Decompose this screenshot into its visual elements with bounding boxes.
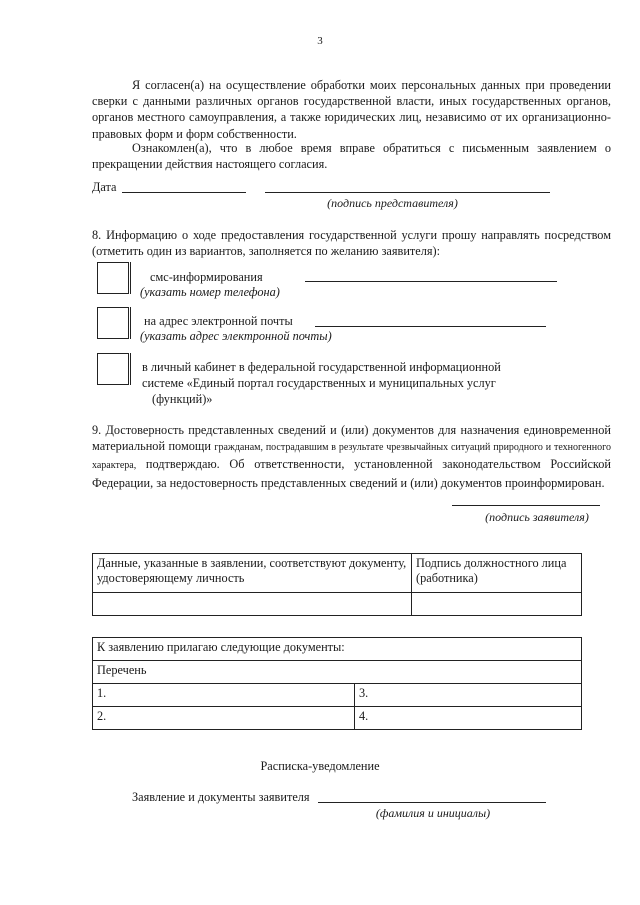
verification-statement: Данные, указанные в заявлении, соответствуют документу, удостоверяющему личность bbox=[93, 554, 412, 593]
phone-number-field[interactable] bbox=[305, 281, 557, 282]
documents-table bbox=[92, 637, 582, 730]
official-signature-cell[interactable] bbox=[412, 593, 582, 616]
email-option-label: на адрес электронной почты bbox=[144, 314, 293, 328]
date-field[interactable] bbox=[122, 192, 246, 193]
receipt-name-field[interactable] bbox=[318, 802, 546, 803]
receipt-caption: (фамилия и инициалы) bbox=[375, 806, 491, 820]
representative-signature-field[interactable] bbox=[265, 192, 550, 193]
sms-checkbox[interactable] bbox=[97, 262, 129, 294]
document-item-1[interactable]: 1. bbox=[93, 684, 355, 707]
document-item-4[interactable]: 4. bbox=[355, 707, 582, 730]
email-checkbox[interactable] bbox=[97, 307, 129, 339]
email-hint: (указать адрес электронной почты) bbox=[140, 329, 332, 343]
sms-option-label: смс-информирования bbox=[150, 270, 263, 284]
email-address-field[interactable] bbox=[315, 326, 546, 327]
receipt-label: Заявление и документы заявителя bbox=[132, 790, 310, 804]
document-item-3[interactable]: 3. bbox=[355, 684, 582, 707]
personal-account-checkbox[interactable] bbox=[97, 353, 129, 385]
representative-signature-caption: (подпись представителя) bbox=[327, 196, 458, 210]
section-9-part-b: гражданам, пострадавшим в результате чрезвычайных ситуаций природного и техногенного характера, bbox=[92, 442, 611, 472]
consent-paragraph: Я согласен(а) на осуществление обработки моих персональных данных при проведении сверки с данными различных органов государственной власти, иных государственных органов, органов местного самоуправления, а также юридических лиц, независимо от их организационно-правовых форм и форм собственности. bbox=[92, 78, 611, 141]
section-9-part-c: подтверждаю. Об ответственности, установленной законодательством Российской Федерации, за недостоверность представленных сведений и (или) документов проинформирован. bbox=[92, 457, 611, 490]
applicant-signature-caption: (подпись заявителя) bbox=[485, 510, 589, 524]
personal-account-label-line1: в личный кабинет в федеральной государственной информационной bbox=[142, 360, 501, 374]
document-item-2[interactable]: 2. bbox=[93, 707, 355, 730]
personal-account-label-line2: системе «Единый портал государственных и муниципальных услуг bbox=[142, 376, 496, 390]
personal-account-label-line3: (функций)» bbox=[152, 392, 213, 406]
official-signature-label: Подпись должностного лица (работника) bbox=[412, 554, 582, 593]
section-9-text bbox=[92, 422, 611, 491]
verification-table bbox=[92, 553, 582, 616]
phone-hint: (указать номер телефона) bbox=[140, 285, 280, 299]
verification-cell[interactable] bbox=[93, 593, 412, 616]
receipt-title: Расписка-уведомление bbox=[260, 759, 380, 773]
applicant-signature-field[interactable] bbox=[452, 505, 600, 506]
acknowledgement-paragraph: Ознакомлен(а), что в любое время вправе обратиться с письменным заявлением о прекращении действия настоящего согласия. bbox=[92, 141, 611, 172]
documents-header: К заявлению прилагаю следующие документы: bbox=[93, 638, 582, 661]
documents-list-label: Перечень bbox=[93, 661, 582, 684]
section-8-text: 8. Информацию о ходе предоставления государственной услуги прошу направлять посредством (отметить один из вариантов, заполняется по желанию заявителя): bbox=[92, 228, 611, 259]
date-label: Дата bbox=[92, 180, 117, 194]
page-number: 3 bbox=[317, 35, 323, 47]
section-9-part-a: 9. Достоверность представленных сведений и (или) документов для назначения единовременной материальной помощи bbox=[92, 423, 611, 454]
